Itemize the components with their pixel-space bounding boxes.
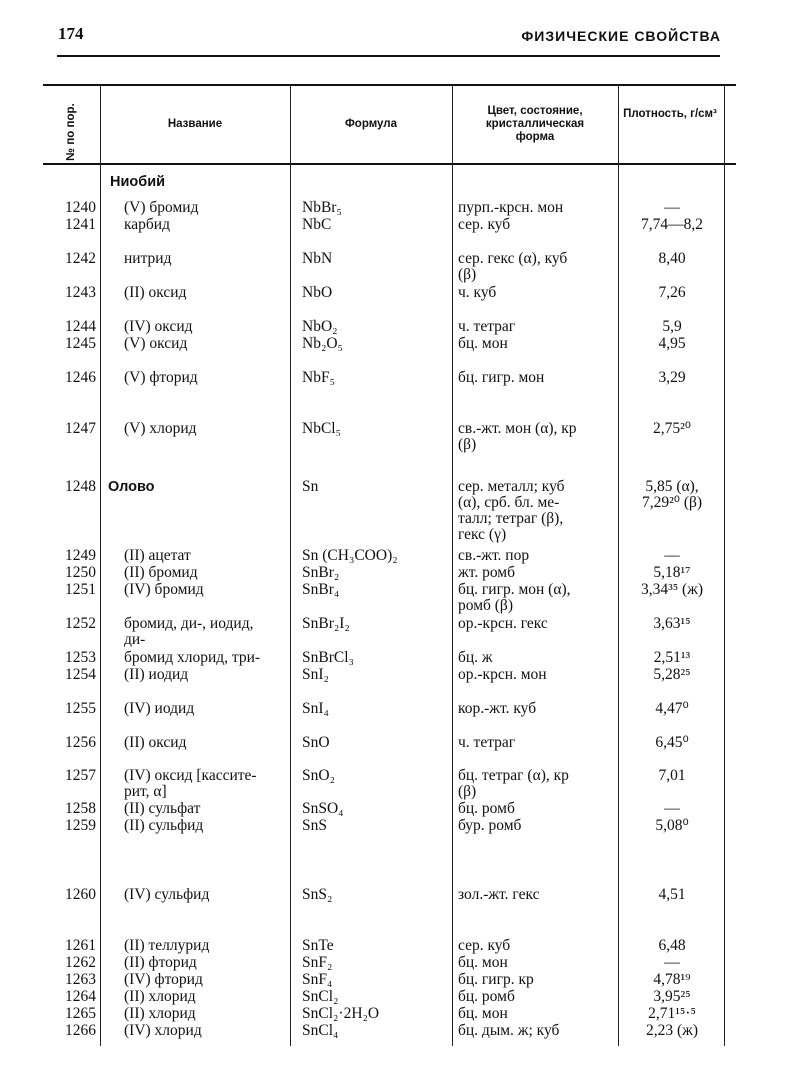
compound-name: (IV) иодид — [124, 700, 195, 717]
compound-name: нитрид — [124, 250, 172, 267]
compound-name: (II) ацетат — [124, 547, 191, 564]
description: бц. дым. ж; куб — [458, 1022, 560, 1039]
formula: NbO₂ — [302, 318, 338, 335]
description: зол.-жт. гекс — [458, 886, 540, 903]
row-number: 1248 — [65, 478, 96, 495]
compound-name: (V) оксид — [124, 335, 188, 352]
compound-name: (II) сульфид — [124, 817, 204, 834]
row-number: 1266 — [65, 1022, 96, 1039]
description: бур. ромб — [458, 817, 522, 834]
density: 4,47⁰ — [655, 700, 689, 717]
density: 5,9 — [662, 318, 682, 335]
formula: SnCl₄ — [302, 1022, 339, 1039]
density: 3,63¹⁵ — [653, 615, 691, 632]
density: 7,01 — [658, 767, 686, 784]
page-number: 174 — [58, 24, 84, 43]
compound-name: Олово — [108, 479, 155, 495]
density: 3,29 — [658, 369, 686, 386]
group-heading: Ниобий — [110, 174, 166, 190]
formula: SnF₂ — [302, 954, 333, 971]
description: сер. куб — [458, 937, 511, 954]
row-number: 1259 — [65, 817, 96, 834]
density: — — [664, 800, 680, 817]
column-header-color-state: Цвет, состояние, кристаллическая форма — [485, 105, 585, 143]
row-number: 1253 — [65, 649, 96, 666]
formula: SnO₂ — [302, 767, 335, 784]
compound-name: (II) иодид — [124, 666, 189, 683]
compound-name: (II) фторид — [124, 954, 197, 971]
density: 5,18¹⁷ — [653, 564, 691, 581]
density: — — [664, 547, 680, 564]
row-number: 1261 — [65, 937, 96, 954]
row-number: 1246 — [65, 369, 96, 386]
description: ч. тетраг — [458, 734, 516, 751]
compound-name: (II) хлорид — [124, 988, 196, 1005]
row-number: 1241 — [65, 216, 96, 233]
density: 5,08⁰ — [655, 817, 689, 834]
formula: Sn — [302, 478, 319, 495]
formula: NbF₅ — [302, 369, 335, 386]
row-number: 1260 — [65, 886, 96, 903]
compound-name: (II) бромид — [124, 564, 198, 581]
compound-name: (II) теллурид — [124, 937, 210, 954]
description: ор.-крсн. мон — [458, 666, 547, 683]
compound-name: (IV) сульфид — [124, 886, 210, 903]
formula: NbN — [302, 250, 333, 267]
row-number: 1245 — [65, 335, 96, 352]
formula: NbBr₅ — [302, 199, 342, 216]
description: бц. гигр. мон (α), ромб (β) — [458, 581, 571, 614]
description: сер. металл; куб (α), срб. бл. ме- талл; тетраг (β), гекс (γ) — [458, 478, 565, 543]
description: бц. гигр. кр — [458, 971, 534, 988]
formula: SnI₂ — [302, 666, 329, 683]
compound-name: карбид — [124, 216, 170, 233]
formula: SnI₄ — [302, 700, 329, 717]
row-number: 1255 — [65, 700, 96, 717]
density: 6,45⁰ — [655, 734, 689, 751]
description: бц. гигр. мон — [458, 369, 545, 386]
row-number: 1252 — [65, 615, 96, 632]
density: 3,95²⁵ — [653, 988, 691, 1005]
compound-name: (V) бромид — [124, 199, 199, 216]
running-head: ФИЗИЧЕСКИЕ СВОЙСТВА — [521, 28, 721, 44]
description: пурп.-крсн. мон — [458, 199, 564, 216]
row-number: 1265 — [65, 1005, 96, 1022]
density: 2,23 (ж) — [645, 1022, 699, 1039]
row-number: 1244 — [65, 318, 96, 335]
description: бц. мон — [458, 335, 508, 352]
formula: NbCl₅ — [302, 420, 341, 437]
compound-name: бромид хлорид, три- — [124, 649, 261, 666]
formula: SnF₄ — [302, 971, 333, 988]
density: 2,71¹⁵·⁵ — [648, 1005, 696, 1022]
description: сер. куб — [458, 216, 511, 233]
compound-name: (IV) фторид — [124, 971, 203, 988]
column-header-formula: Формула — [344, 118, 397, 130]
row-number: 1243 — [65, 284, 96, 301]
column-header-number: № по пор. — [65, 103, 77, 161]
formula: SnCl₂·2H₂O — [302, 1005, 380, 1022]
density: 5,28²⁵ — [653, 666, 691, 683]
density: 2,75²⁰ — [653, 420, 691, 437]
formula: Sn (CH₃COO)₂ — [302, 547, 398, 564]
description: ч. куб — [458, 284, 497, 301]
row-number: 1256 — [65, 734, 96, 751]
formula: SnSO₄ — [302, 800, 344, 817]
row-number: 1264 — [65, 988, 96, 1005]
density: 4,51 — [658, 886, 686, 903]
row-number: 1254 — [65, 666, 96, 683]
row-number: 1240 — [65, 199, 96, 216]
density: 6,48 — [658, 937, 686, 954]
formula: NbC — [302, 216, 332, 233]
compound-name: (II) оксид — [124, 734, 187, 751]
formula: SnBrCl₃ — [302, 649, 354, 666]
compound-name: (IV) оксид — [124, 318, 193, 335]
description: св.-жт. мон (α), кр (β) — [458, 420, 577, 453]
formula: SnO — [302, 734, 330, 751]
density: 7,26 — [658, 284, 686, 301]
compound-name: (V) фторид — [124, 369, 198, 386]
description: бц. тетраг (α), кр (β) — [458, 767, 569, 800]
formula: SnCl₂ — [302, 988, 339, 1005]
density: 5,85 (α), 7,29²⁰ (β) — [641, 478, 703, 511]
formula: SnBr₂I₂ — [302, 615, 350, 632]
density: 4,78¹⁹ — [653, 971, 691, 988]
description: бц. мон — [458, 954, 508, 971]
formula: SnTe — [302, 937, 334, 954]
description: бц. ж — [458, 649, 493, 666]
row-number: 1258 — [65, 800, 96, 817]
density: 2,51¹³ — [653, 649, 691, 666]
description: бц. ромб — [458, 988, 515, 1005]
compound-name: (IV) хлорид — [124, 1022, 202, 1039]
description: бц. мон — [458, 1005, 508, 1022]
formula: SnS — [302, 817, 327, 834]
description: ор.-крсн. гекс — [458, 615, 548, 632]
formula: NbO — [302, 284, 333, 301]
row-number: 1251 — [65, 581, 96, 598]
description: сер. гекс (α), куб (β) — [458, 250, 568, 283]
density: 3,34³⁵ (ж) — [640, 581, 704, 598]
formula: SnBr₂ — [302, 564, 340, 581]
row-number: 1262 — [65, 954, 96, 971]
density: 8,40 — [658, 250, 686, 267]
row-number: 1247 — [65, 420, 96, 437]
formula: SnBr₄ — [302, 581, 340, 598]
row-number: 1250 — [65, 564, 96, 581]
description: жт. ромб — [458, 564, 515, 581]
row-number: 1257 — [65, 767, 96, 784]
formula: SnS₂ — [302, 886, 333, 903]
row-number: 1249 — [65, 547, 96, 564]
row-number: 1242 — [65, 250, 96, 267]
density: 7,74—8,2 — [641, 216, 703, 233]
description: кор.-жт. куб — [458, 700, 537, 717]
density: 4,95 — [658, 335, 686, 352]
compound-name: (V) хлорид — [124, 420, 197, 437]
compound-name: бромид, ди-, иодид, ди- — [124, 615, 254, 648]
column-header-name: Название — [167, 118, 223, 130]
density: — — [664, 199, 680, 216]
density: — — [664, 954, 680, 971]
compound-name: (IV) оксид [кассите- рит, α] — [124, 767, 257, 800]
formula: Nb₂O₅ — [302, 335, 343, 352]
description: ч. тетраг — [458, 318, 516, 335]
compound-name: (II) оксид — [124, 284, 187, 301]
description: бц. ромб — [458, 800, 515, 817]
compound-name: (IV) бромид — [124, 581, 204, 598]
description: св.-жт. пор — [458, 547, 530, 564]
compound-name: (II) хлорид — [124, 1005, 196, 1022]
compound-name: (II) сульфат — [124, 800, 201, 817]
column-header-density: Плотность, г/см³ — [623, 108, 717, 120]
row-number: 1263 — [65, 971, 96, 988]
